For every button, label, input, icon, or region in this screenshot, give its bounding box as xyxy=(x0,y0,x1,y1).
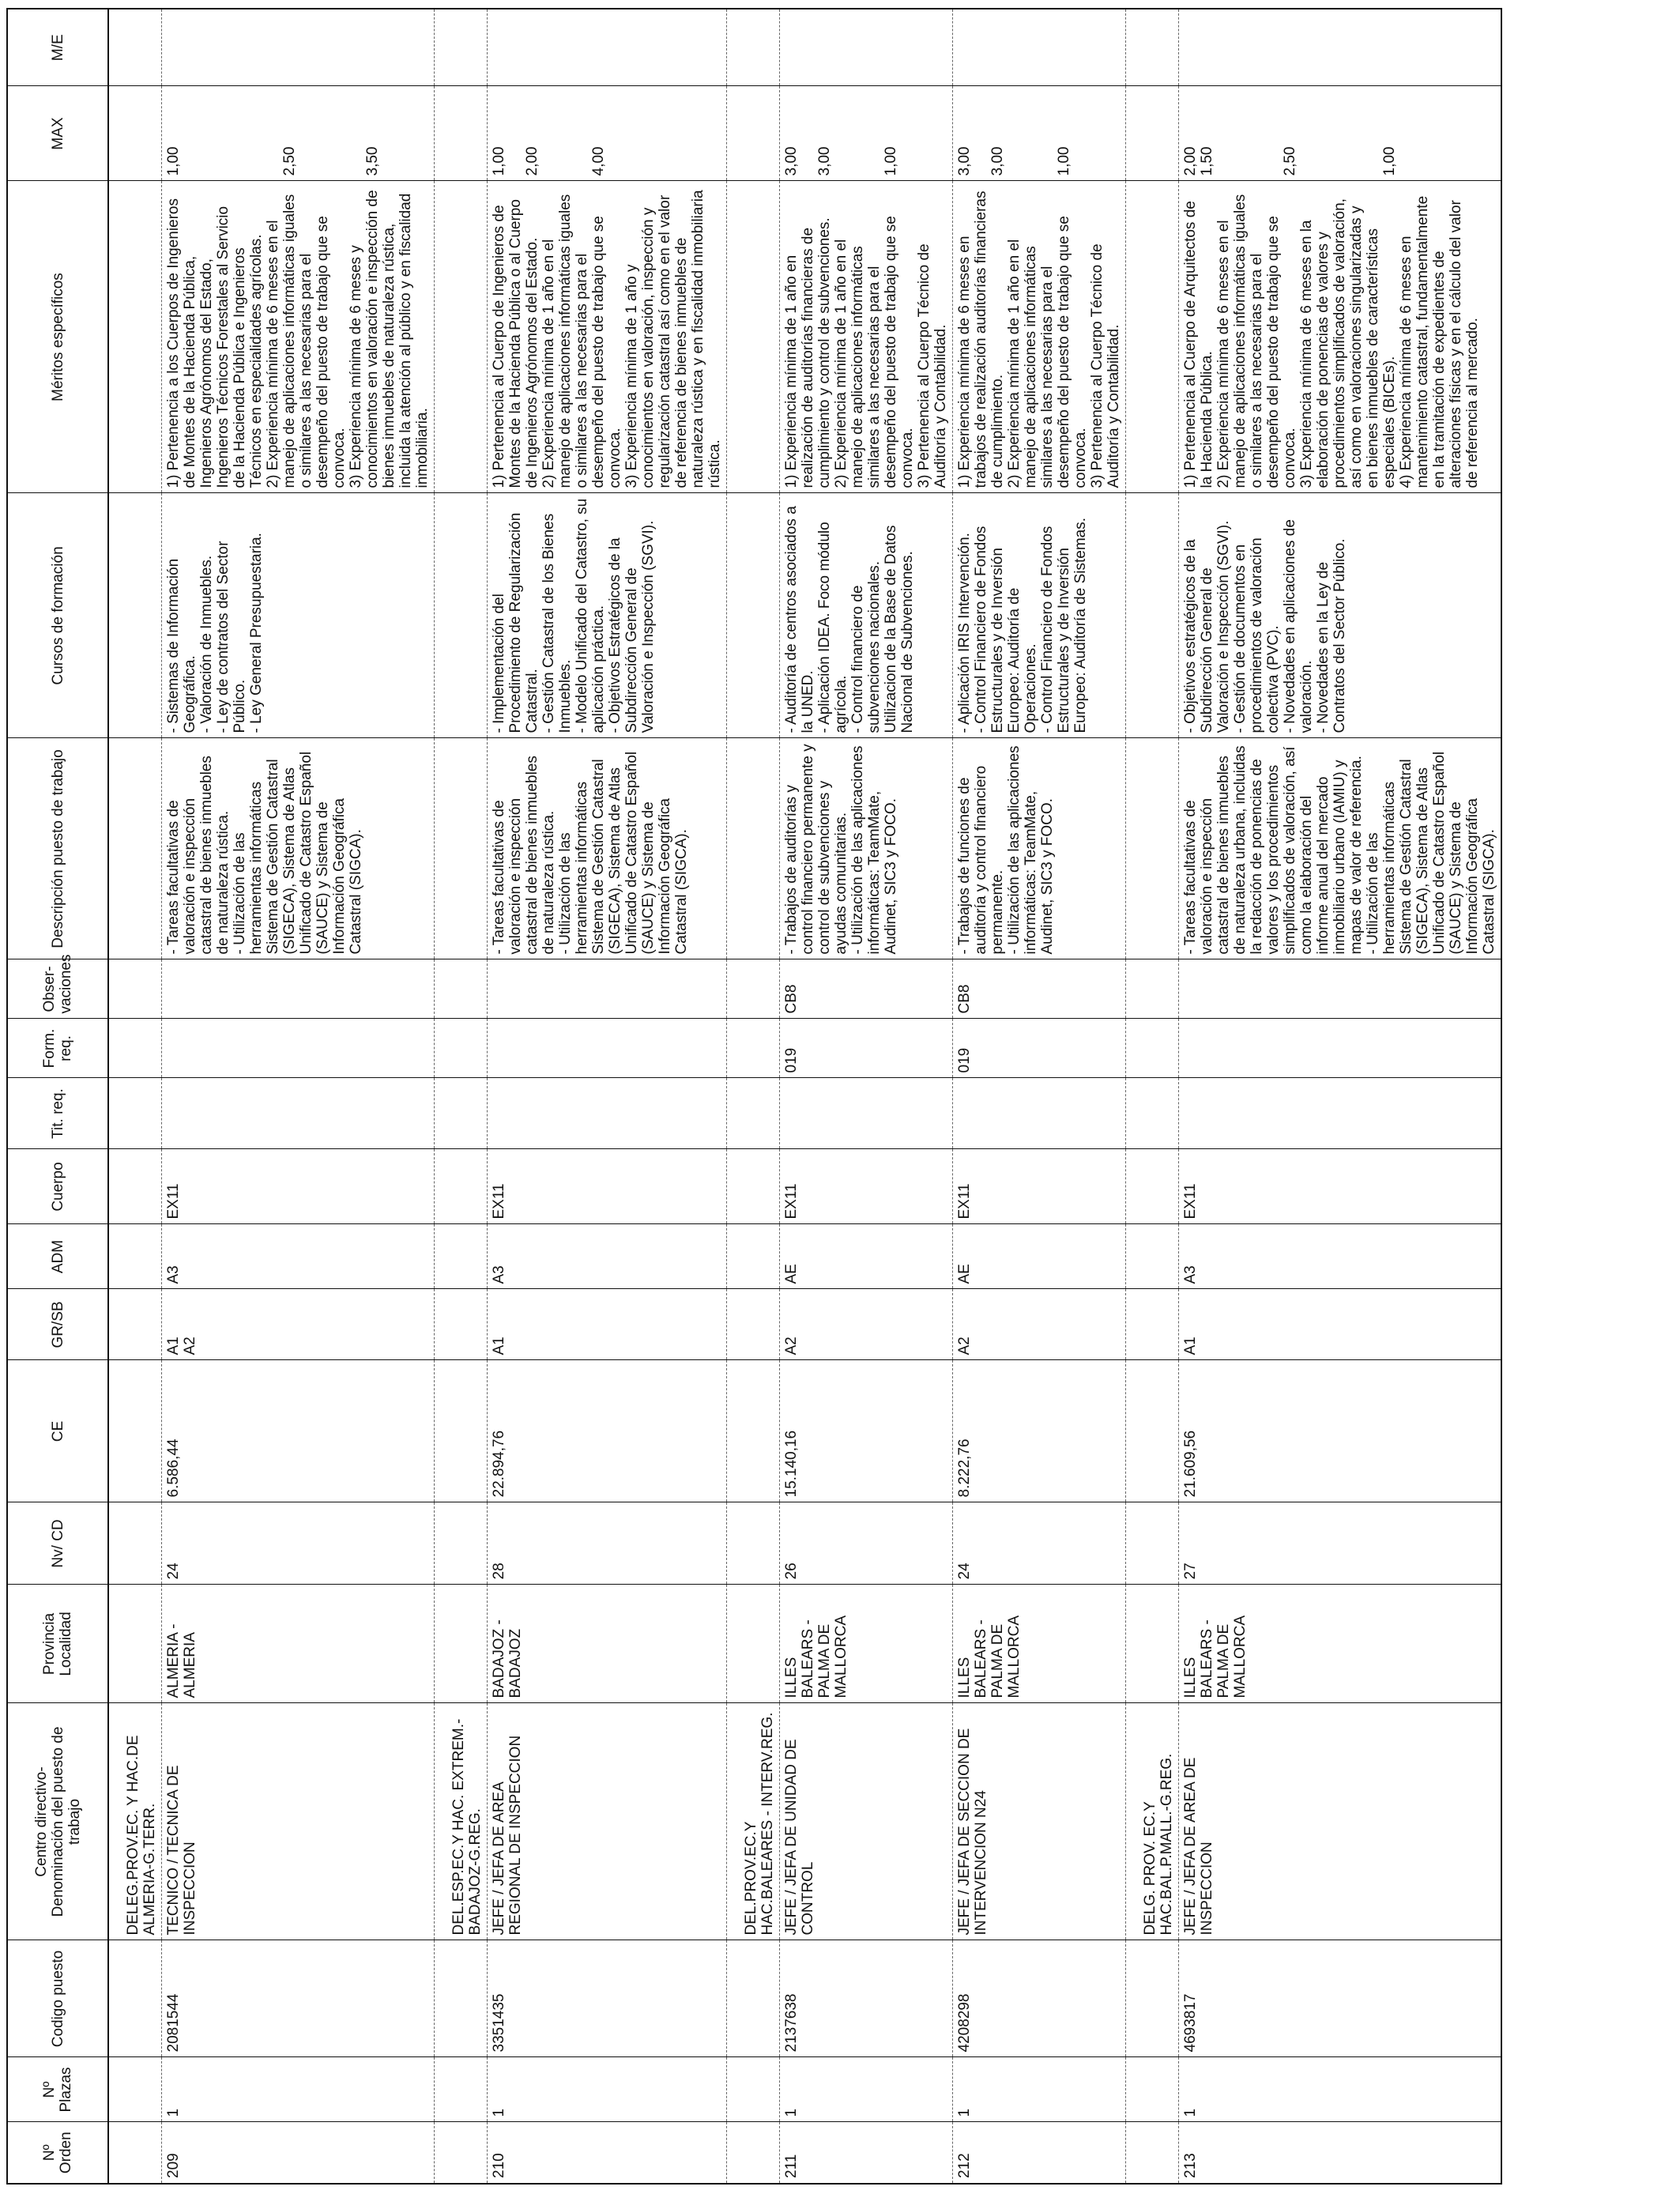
table-row xyxy=(1179,9,1502,2184)
group-cell xyxy=(108,738,162,959)
cell-cursos: - Implementación del Procedimiento de Regularización Catastral. - Gestión Catastral de los Bienes Inmuebles. - Modelo Unificado del Catastro, su aplicación práctica. - Objetivos Estratégicos de la Subdirección General de Valoración e Inspección (SGVI). xyxy=(488,493,727,738)
group-cell xyxy=(435,1289,488,1360)
group-cell xyxy=(108,1360,162,1502)
group-cell xyxy=(108,181,162,493)
cell-descripcion: - Tareas facultativas de valoración e inspección catastral de bienes inmuebles de naturaleza rústica. - Utilización de las herramientas informáticas Sistema de Gestión Catastral (SIGECA), Sistema de Atlas Unificado de Catastro Español (SAUCE) y Sistema de Información Geográfica Catastral (SIGCA). xyxy=(488,738,727,959)
cell-provincia: BADAJOZ - BADAJOZ xyxy=(488,1585,727,1703)
cell-adm: A3 xyxy=(1179,1224,1502,1289)
header-grsb: GR/SB xyxy=(7,1289,108,1360)
table-row xyxy=(488,9,727,2184)
max-value: 3,00 xyxy=(956,146,973,176)
cell-orden: 212 xyxy=(953,2122,1126,2184)
cell-ce: 8.222,76 xyxy=(953,1360,1126,1502)
header-provincia: Provincia Localidad xyxy=(7,1585,108,1703)
header-tit: Tit. req. xyxy=(7,1078,108,1149)
max-value: 2,00 xyxy=(1182,146,1199,176)
cell-puesto: JEFE / JEFA DE SECCION DE INTERVENCION N24 xyxy=(953,1703,1126,1940)
max-value xyxy=(1265,92,1282,176)
group-row xyxy=(108,9,162,2184)
group-cell xyxy=(435,86,488,181)
group-cell xyxy=(1126,738,1179,959)
cell-provincia: ILLES BALEARS - PALMA DE MALLORCA xyxy=(780,1585,953,1703)
cell-meritos: 1) Pertenencia al Cuerpo de Arquitectos de la Hacienda Pública. 2) Experiencia mínima de 6 meses en el manejo de aplicaciones informáticas iguales o similares a las necesarias para el desempeño del puesto de trabajo que se convoca. 3) Experiencia mínima de 6 meses en la elaboración de ponencias de valores y procedimientos simplificados de valoración, así como en valoraciones singularizadas y en bienes inmuebles de características especiales (BICEs). 4) Experiencia mínima de 6 meses en mantenimiento catastral, fundamentalmente en la tramitación de expedientes de alteraciones físicas y en el cálculo del valor de referencia al mercado. xyxy=(1179,181,1502,493)
max-value xyxy=(800,92,816,176)
centro-directivo: DEL.PROV.EC.Y HAC.BALEARES - INTERV.REG. xyxy=(727,1703,780,1940)
max-value xyxy=(248,92,265,176)
cell-form xyxy=(1179,1019,1502,1078)
group-cell xyxy=(108,1149,162,1224)
cell-cuerpo: EX11 xyxy=(953,1149,1126,1224)
cell-grsb: A1 xyxy=(1179,1289,1502,1360)
cell-tit xyxy=(162,1078,435,1149)
cell-grsb: A1 A2 xyxy=(162,1289,435,1360)
cell-cursos: - Objetivos estratégicos de la Subdirección General de Valoración e Inspección (SGVI). - Gestión de documentos en procedimientos de valoración colectiva (PVC). - Novedades en aplicaciones de valoración. - Novedades en la Ley de Contratos del Sector Público. xyxy=(1179,493,1502,738)
header-obs: Obser-vaciones xyxy=(7,959,108,1019)
group-cell xyxy=(727,1940,780,2057)
max-value: 2,00 xyxy=(524,146,541,176)
max-value xyxy=(557,92,574,176)
max-value: 1,00 xyxy=(1056,146,1072,176)
group-cell xyxy=(727,1585,780,1703)
max-value xyxy=(1348,92,1365,176)
cell-max xyxy=(162,86,435,181)
cell-plazas: 1 xyxy=(162,2057,435,2122)
group-cell xyxy=(435,1224,488,1289)
group-cell xyxy=(435,1585,488,1703)
cell-puesto: JEFE / JEFA DE AREA DE INSPECCION xyxy=(1179,1703,1502,1940)
group-cell xyxy=(1126,1940,1179,2057)
cell-me xyxy=(953,9,1126,86)
cell-nivel: 27 xyxy=(1179,1502,1502,1585)
max-value xyxy=(198,92,215,176)
group-cell xyxy=(435,9,488,86)
group-cell xyxy=(727,1149,780,1224)
group-cell xyxy=(727,2122,780,2184)
cell-grsb: A1 xyxy=(488,1289,727,1360)
cell-adm: AE xyxy=(780,1224,953,1289)
group-cell xyxy=(435,2122,488,2184)
max-value xyxy=(1215,92,1232,176)
group-cell xyxy=(108,1585,162,1703)
group-cell xyxy=(108,2057,162,2122)
cell-form xyxy=(162,1019,435,1078)
cell-grsb: A2 xyxy=(953,1289,1126,1360)
puestos-table xyxy=(6,8,1502,2185)
cell-puesto: TECNICO / TECNICA DE INSPECCION xyxy=(162,1703,435,1940)
header-descripcion: Descripción puesto de trabajo xyxy=(7,738,108,959)
header-row xyxy=(7,9,108,2184)
group-cell xyxy=(435,1078,488,1149)
max-value: 3,00 xyxy=(783,146,800,176)
cell-me xyxy=(780,9,953,86)
group-cell xyxy=(108,1940,162,2057)
centro-directivo: DEL.ESP.EC.Y HAC. EXTREM.-BADAJOZ-G.REG. xyxy=(435,1703,488,1940)
group-cell xyxy=(1126,1502,1179,1585)
cell-descripcion: - Trabajos de funciones de auditoría y control financiero permanente. - Utilización de las aplicaciones informáticas: TeamMate, Audinet, SIC3 y FOCO. xyxy=(953,738,1126,959)
group-cell xyxy=(435,1360,488,1502)
table-row xyxy=(953,9,1126,2184)
cell-cursos: - Sistemas de Información Geográfica. - Valoración de Inmuebles. - Ley de contratos del Sector Público. - Ley General Presupuestaria. xyxy=(162,493,435,738)
cell-tit xyxy=(1179,1078,1502,1149)
cell-me xyxy=(1179,9,1502,86)
cell-codigo: 2081544 xyxy=(162,1940,435,2057)
cell-max xyxy=(1179,86,1502,181)
max-value xyxy=(507,92,524,176)
max-value: 3,50 xyxy=(364,146,381,176)
cell-meritos: 1) Pertenencia a los Cuerpos de Ingenieros de Montes de la Hacienda Pública, Ingenieros Agrónomos del Estado, Ingenieros Técnicos Forestales al Servicio de la Hacienda Pública e Ingenieros Técnicos en especialidades agrícolas. 2) Experiencia mínima de 6 meses en el manejo de aplicaciones informáticas iguales o similares a las necesarias para el desempeño del puesto de trabajo que se convoca. 3) Experiencia mínima de 6 meses y conocimientos en valoración e inspección de bienes inmuebles de naturaleza rústica, incluida la atención al público y en fiscalidad inmobiliaria. xyxy=(162,181,435,493)
group-cell xyxy=(1126,1224,1179,1289)
cell-adm: AE xyxy=(953,1224,1126,1289)
cell-meritos: 1) Experiencia mínima de 6 meses en trabajos de realización auditorías financieras de cumplimiento. 2) Experiencia mínima de 1 año en el manejo de aplicaciones informáticas similares a las necesarias para el desempeño del puesto de trabajo que se convoca. 3) Pertenencia al Cuerpo Técnico de Auditoría y Contabilidad. xyxy=(953,181,1126,493)
cell-plazas: 1 xyxy=(780,2057,953,2122)
cell-provincia: ILLES BALEARS - PALMA DE MALLORCA xyxy=(1179,1585,1502,1703)
max-value xyxy=(541,92,557,176)
group-cell xyxy=(727,86,780,181)
cell-max xyxy=(953,86,1126,181)
max-value xyxy=(348,92,364,176)
max-value xyxy=(1298,92,1315,176)
cell-tit xyxy=(488,1078,727,1149)
max-value xyxy=(1232,92,1249,176)
cell-nivel: 24 xyxy=(953,1502,1126,1585)
cell-ce: 21.609,56 xyxy=(1179,1360,1502,1502)
cell-codigo: 4693817 xyxy=(1179,1940,1502,2057)
cell-cuerpo: EX11 xyxy=(780,1149,953,1224)
group-cell xyxy=(435,181,488,493)
group-cell xyxy=(108,1019,162,1078)
group-cell xyxy=(1126,86,1179,181)
cell-descripcion: - Tareas facultativas de valoración e inspección catastral de bienes inmuebles de naturaleza urbana, incluidas la redacción de ponencias de valores y los procedimientos simplificados de valoración, así como la elaboración del informe anual del mercado inmobiliario urbano (IAMIU) y mapas de valor de referencia. - Utilización de las herramientas informáticas Sistema de Gestión Catastral (SIGECA), Sistema de Atlas Unificado de Catastro Español (SAUCE) y Sistema de Información Geográfica Catastral (SIGCA). xyxy=(1179,738,1502,959)
cell-max xyxy=(780,86,953,181)
group-row xyxy=(727,9,780,2184)
cell-form xyxy=(488,1019,727,1078)
header-codigo: Codigo puesto xyxy=(7,1940,108,2057)
cell-obs: CB8 xyxy=(953,959,1126,1019)
table-row xyxy=(780,9,953,2184)
group-cell xyxy=(435,738,488,959)
header-cursos: Cursos de formación xyxy=(7,493,108,738)
group-cell xyxy=(108,1078,162,1149)
max-value: 1,50 xyxy=(1199,146,1215,176)
max-value xyxy=(574,92,590,176)
group-cell xyxy=(108,959,162,1019)
group-row xyxy=(1126,9,1179,2184)
header-meritos: Méritos específicos xyxy=(7,181,108,493)
cell-me xyxy=(162,9,435,86)
group-cell xyxy=(1126,2057,1179,2122)
cell-cursos: - Auditoría de centros asociados a la UNED. - Aplicación IDEA. Foco módulo agrícola. - Control financiero de subvenciones nacionales. Utilizacion de la Base de Datos Nacional de Subvenciones. xyxy=(780,493,953,738)
max-value xyxy=(315,92,331,176)
max-value xyxy=(833,92,849,176)
max-value xyxy=(1249,92,1265,176)
max-value xyxy=(265,92,281,176)
group-cell xyxy=(435,493,488,738)
group-cell xyxy=(435,1149,488,1224)
cell-codigo: 4208298 xyxy=(953,1940,1126,2057)
header-cuerpo: Cuerpo xyxy=(7,1149,108,1224)
cell-cursos: - Aplicación IRIS Intervención. - Control Financiero de Fondos Estructurales y de Inversión Europeo: Auditoría de Operaciones. - Control Financiero de Fondos Estructurales y de Inversión Europeo: Auditoría de Sistemas. xyxy=(953,493,1126,738)
max-value xyxy=(182,92,198,176)
group-cell xyxy=(1126,181,1179,493)
max-value: 1,00 xyxy=(491,146,507,176)
cell-nivel: 24 xyxy=(162,1502,435,1585)
group-cell xyxy=(1126,1289,1179,1360)
group-cell xyxy=(435,959,488,1019)
max-value xyxy=(1332,92,1348,176)
group-cell xyxy=(727,2057,780,2122)
cell-orden: 211 xyxy=(780,2122,953,2184)
max-value xyxy=(973,92,989,176)
group-cell xyxy=(727,1502,780,1585)
header-adm: ADM xyxy=(7,1224,108,1289)
group-cell xyxy=(108,1289,162,1360)
cell-puesto: JEFE / JEFA DE AREA REGIONAL DE INSPECCION xyxy=(488,1703,727,1940)
group-cell xyxy=(1126,959,1179,1019)
cell-codigo: 3351435 xyxy=(488,1940,727,2057)
header-orden: Nº Orden xyxy=(7,2122,108,2184)
group-cell xyxy=(108,86,162,181)
cell-ce: 15.140,16 xyxy=(780,1360,953,1502)
cell-orden: 213 xyxy=(1179,2122,1502,2184)
group-cell xyxy=(727,1289,780,1360)
cell-ce: 6.586,44 xyxy=(162,1360,435,1502)
group-row xyxy=(435,9,488,2184)
cell-grsb: A2 xyxy=(780,1289,953,1360)
max-value xyxy=(866,92,883,176)
cell-obs xyxy=(162,959,435,1019)
header-max: MAX xyxy=(7,86,108,181)
cell-cuerpo: EX11 xyxy=(1179,1149,1502,1224)
group-cell xyxy=(108,1502,162,1585)
cell-codigo: 2137638 xyxy=(780,1940,953,2057)
cell-adm: A3 xyxy=(162,1224,435,1289)
max-value: 3,00 xyxy=(816,146,833,176)
group-cell xyxy=(108,493,162,738)
max-value: 1,00 xyxy=(883,146,899,176)
max-value xyxy=(232,92,248,176)
header-me: M/E xyxy=(7,9,108,86)
cell-provincia: ALMERIA - ALMERIA xyxy=(162,1585,435,1703)
cell-me xyxy=(488,9,727,86)
group-cell xyxy=(727,1224,780,1289)
cell-obs xyxy=(488,959,727,1019)
cell-form: 019 xyxy=(953,1019,1126,1078)
max-value: 2,50 xyxy=(281,146,298,176)
cell-meritos: 1) Pertenencia al Cuerpo de Ingenieros de Montes de la Hacienda Pública o al Cuerpo de Ingenieros Agrónomos del Estado. 2) Experiencia mínima de 1 año en el manejo de aplicaciones informáticas iguales o similares a las necesarias para el desempeño del puesto de trabajo que se convoca. 3) Experiencia mínima de 1 año y conocimientos en valoración, inspección y regularización catastral así como en el valor de referencia de bienes inmuebles de naturaleza rústica y en fiscalidad inmobiliaria rústica. xyxy=(488,181,727,493)
cell-max xyxy=(488,86,727,181)
header-centro: Centro directivo- Denominación del puesto de trabajo xyxy=(7,1703,108,1940)
max-value xyxy=(215,92,232,176)
cell-ce: 22.894,76 xyxy=(488,1360,727,1502)
max-value: 1,00 xyxy=(1381,146,1398,176)
cell-descripcion: - Tareas facultativas de valoración e inspección catastral de bienes inmuebles de naturaleza rústica. - Utilización de las herramientas informáticas Sistema de Gestión Catastral (SIGECA), Sistema de Atlas Unificado de Catastro Español (SAUCE) y Sistema de Información Geográfica Catastral (SIGCA). xyxy=(162,738,435,959)
header-nivel: Nv/ CD xyxy=(7,1502,108,1585)
cell-nivel: 26 xyxy=(780,1502,953,1585)
cell-cuerpo: EX11 xyxy=(162,1149,435,1224)
cell-tit xyxy=(780,1078,953,1149)
cell-orden: 209 xyxy=(162,2122,435,2184)
group-cell xyxy=(435,1019,488,1078)
group-cell xyxy=(108,1224,162,1289)
group-cell xyxy=(1126,2122,1179,2184)
group-cell xyxy=(727,1019,780,1078)
max-value xyxy=(1023,92,1039,176)
group-cell xyxy=(1126,1585,1179,1703)
cell-orden: 210 xyxy=(488,2122,727,2184)
centro-directivo: DELEG.PROV.EC. Y HAC.DE ALMERIA-G.TERR. xyxy=(108,1703,162,1940)
group-cell xyxy=(1126,1360,1179,1502)
header-form: Form. req. xyxy=(7,1019,108,1078)
cell-meritos: 1) Experiencia mínima de 1 año en realización de auditorías financieras de cumplimiento y control de subvenciones. 2) Experiencia mínima de 1 año en el manejo de aplicaciones informáticas similares a las necesarias para el desempeño del puesto de trabajo que se convoca. 3) Pertenencia al Cuerpo Técnico de Auditoría y Contabilidad. xyxy=(780,181,953,493)
table-row xyxy=(162,9,435,2184)
max-value xyxy=(1006,92,1023,176)
group-cell xyxy=(1126,1078,1179,1149)
header-ce: CE xyxy=(7,1360,108,1502)
header-plazas: Nº Plazas xyxy=(7,2057,108,2122)
cell-plazas: 1 xyxy=(488,2057,727,2122)
max-value xyxy=(1315,92,1332,176)
group-cell xyxy=(1126,1149,1179,1224)
group-cell xyxy=(727,959,780,1019)
group-cell xyxy=(1126,1019,1179,1078)
group-cell xyxy=(108,9,162,86)
max-value xyxy=(331,92,348,176)
group-cell xyxy=(727,9,780,86)
cell-descripcion: - Trabajos de auditorías y control financiero permanente y control de subvenciones y ayudas comunitarias. - Utilización de las aplicaciones informáticas: TeamMate, Audinet, SIC3 y FOCO. xyxy=(780,738,953,959)
max-value xyxy=(298,92,315,176)
cell-provincia: ILLES BALEARS - PALMA DE MALLORCA xyxy=(953,1585,1126,1703)
cell-plazas: 1 xyxy=(953,2057,1126,2122)
group-cell xyxy=(108,2122,162,2184)
max-value: 3,00 xyxy=(989,146,1006,176)
centro-directivo: DELG. PROV. EC.Y HAC.BAL.P.MALL.-G.REG. xyxy=(1126,1703,1179,1940)
cell-obs xyxy=(1179,959,1502,1019)
group-cell xyxy=(1126,493,1179,738)
max-value: 2,50 xyxy=(1282,146,1298,176)
max-value: 4,00 xyxy=(590,146,607,176)
cell-tit xyxy=(953,1078,1126,1149)
cell-form: 019 xyxy=(780,1019,953,1078)
group-cell xyxy=(727,493,780,738)
cell-puesto: JEFE / JEFA DE UNIDAD DE CONTROL xyxy=(780,1703,953,1940)
group-cell xyxy=(727,1360,780,1502)
group-cell xyxy=(727,738,780,959)
cell-adm: A3 xyxy=(488,1224,727,1289)
cell-cuerpo: EX11 xyxy=(488,1149,727,1224)
group-cell xyxy=(1126,9,1179,86)
group-cell xyxy=(435,1502,488,1585)
max-value xyxy=(1039,92,1056,176)
group-cell xyxy=(727,181,780,493)
cell-nivel: 28 xyxy=(488,1502,727,1585)
group-cell xyxy=(727,1078,780,1149)
max-value xyxy=(1365,92,1381,176)
max-value: 1,00 xyxy=(165,146,182,176)
max-value xyxy=(849,92,866,176)
cell-obs: CB8 xyxy=(780,959,953,1019)
group-cell xyxy=(435,1940,488,2057)
group-cell xyxy=(435,2057,488,2122)
cell-plazas: 1 xyxy=(1179,2057,1502,2122)
